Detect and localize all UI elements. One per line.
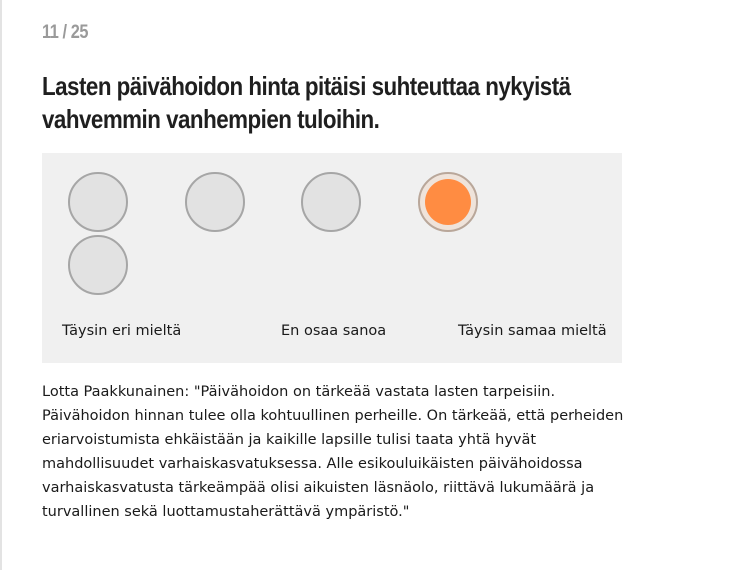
answer-option-4[interactable]: [418, 172, 478, 232]
answer-option-5[interactable]: [68, 235, 128, 295]
scale-label-disagree: Täysin eri mieltä: [62, 323, 182, 339]
left-border: [0, 0, 2, 570]
question-counter: 11 / 25: [42, 22, 89, 43]
question-text: Lasten päivähoidon hinta pitäisi suhteuttaa nykyistä vahvemmin vanhempien tuloihin.: [42, 71, 571, 134]
scale-label-neutral: En osaa sanoa: [281, 323, 387, 339]
answer-option-2[interactable]: [185, 172, 245, 232]
answer-option-1[interactable]: [68, 172, 128, 232]
answer-option-3[interactable]: [301, 172, 361, 232]
selected-dot: [425, 179, 471, 225]
answer-scale-panel: [42, 153, 622, 363]
candidate-comment: Lotta Paakkunainen: "Päivähoidon on tärkeää vastata lasten tarpeisiin. Päivähoidon hinnan tulee olla kohtuullinen perheille. On tärkeää, että perheiden eriarvoistumista ehkäistään ja kaikille lapsille tulisi taata yhtä hyvät mahdollisuudet varhaiskasvatuksessa. Alle esikouluikäisten päivähoidossa varhaiskasvatusta tärkeämpää olisi aikuisten läsnäolo, riittävä lukumäärä ja turvallinen sekä luottamustaherättävä ympäristö.": [42, 384, 624, 520]
scale-label-agree: Täysin samaa mieltä: [458, 323, 607, 339]
